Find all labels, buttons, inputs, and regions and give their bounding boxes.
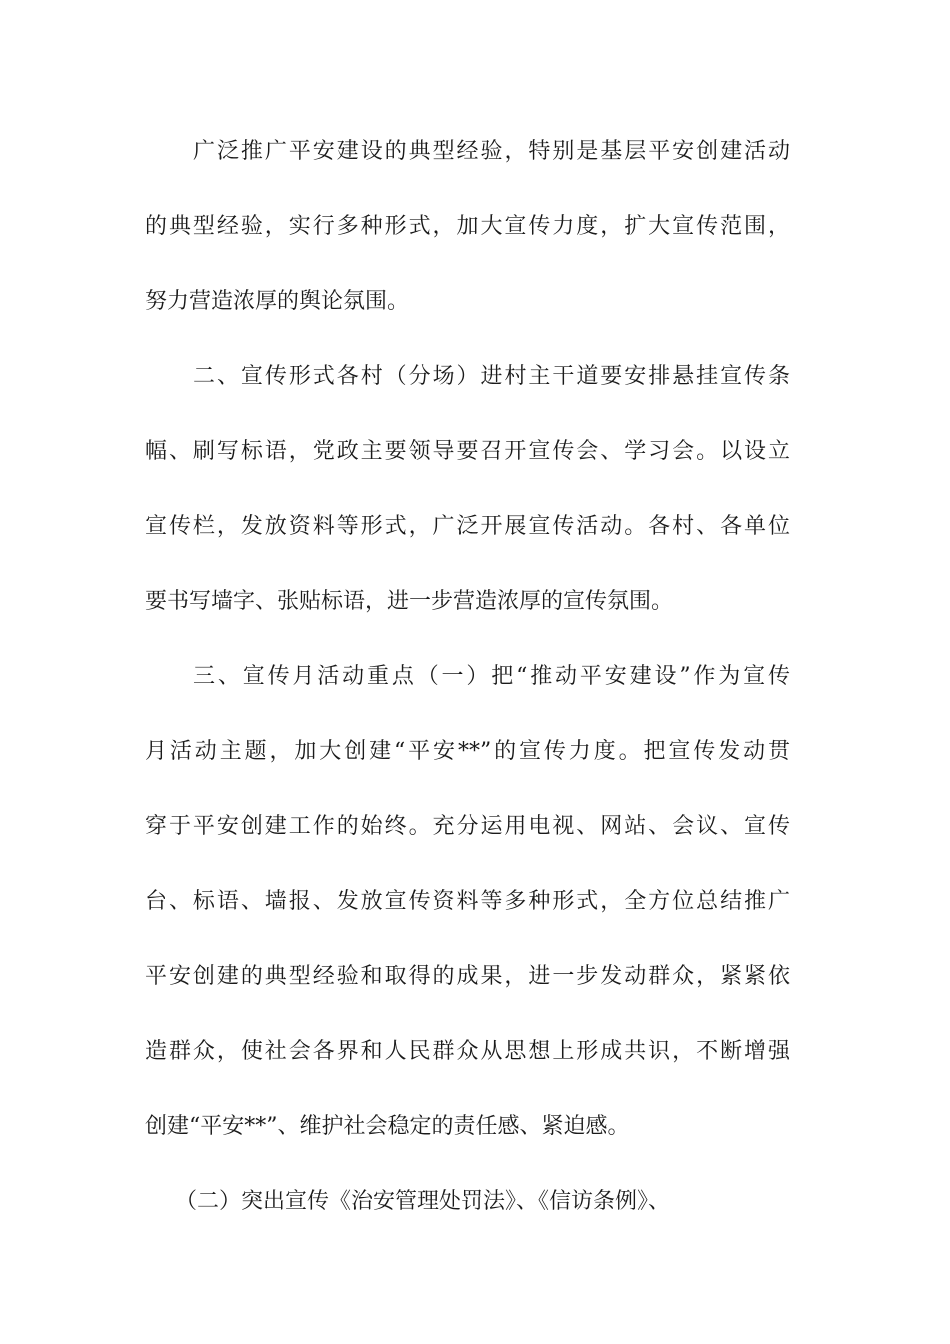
paragraph-line-9: 月活动主题，加大创建“平安**”的宣传力度。把宣传发动贯 xyxy=(145,739,790,764)
paragraph-line-3: 努力营造浓厚的舆论氛围。 xyxy=(145,289,410,314)
paragraph-line-10: 穿于平安创建工作的始终。充分运用电视、网站、会议、宣传 xyxy=(145,814,790,839)
paragraph-line-13: 造群众，使社会各界和人民群众从思想上形成共识，不断增强 xyxy=(145,1039,790,1064)
paragraph-line-5: 幅、刷写标语，党政主要领导要召开宣传会、学习会。以设立 xyxy=(145,439,790,464)
paragraph-line-11: 台、标语、墙报、发放宣传资料等多种形式，全方位总结推广 xyxy=(145,889,790,914)
paragraph-line-14: 创建“平安**”、维护社会稳定的责任感、紧迫感。 xyxy=(145,1114,630,1139)
paragraph-line-8: 三、宣传月活动重点（一）把“推动平安建设”作为宣传 xyxy=(193,664,790,689)
paragraph-line-1: 广泛推广平安建设的典型经验，特别是基层平安创建活动 xyxy=(193,139,790,164)
paragraph-line-7: 要书写墙字、张贴标语，进一步营造浓厚的宣传氛围。 xyxy=(145,589,674,614)
paragraph-line-4: 二、宣传形式各村（分场）进村主干道要安排悬挂宣传条 xyxy=(193,364,790,389)
paragraph-line-15: （二）突出宣传《治安管理处罚法》、《信访条例》、 xyxy=(175,1189,671,1214)
paragraph-line-6: 宣传栏，发放资料等形式，广泛开展宣传活动。各村、各单位 xyxy=(145,514,790,539)
paragraph-line-2: 的典型经验，实行多种形式，加大宣传力度，扩大宣传范围， xyxy=(145,214,790,239)
paragraph-line-12: 平安创建的典型经验和取得的成果，进一步发动群众，紧紧依 xyxy=(145,964,790,989)
